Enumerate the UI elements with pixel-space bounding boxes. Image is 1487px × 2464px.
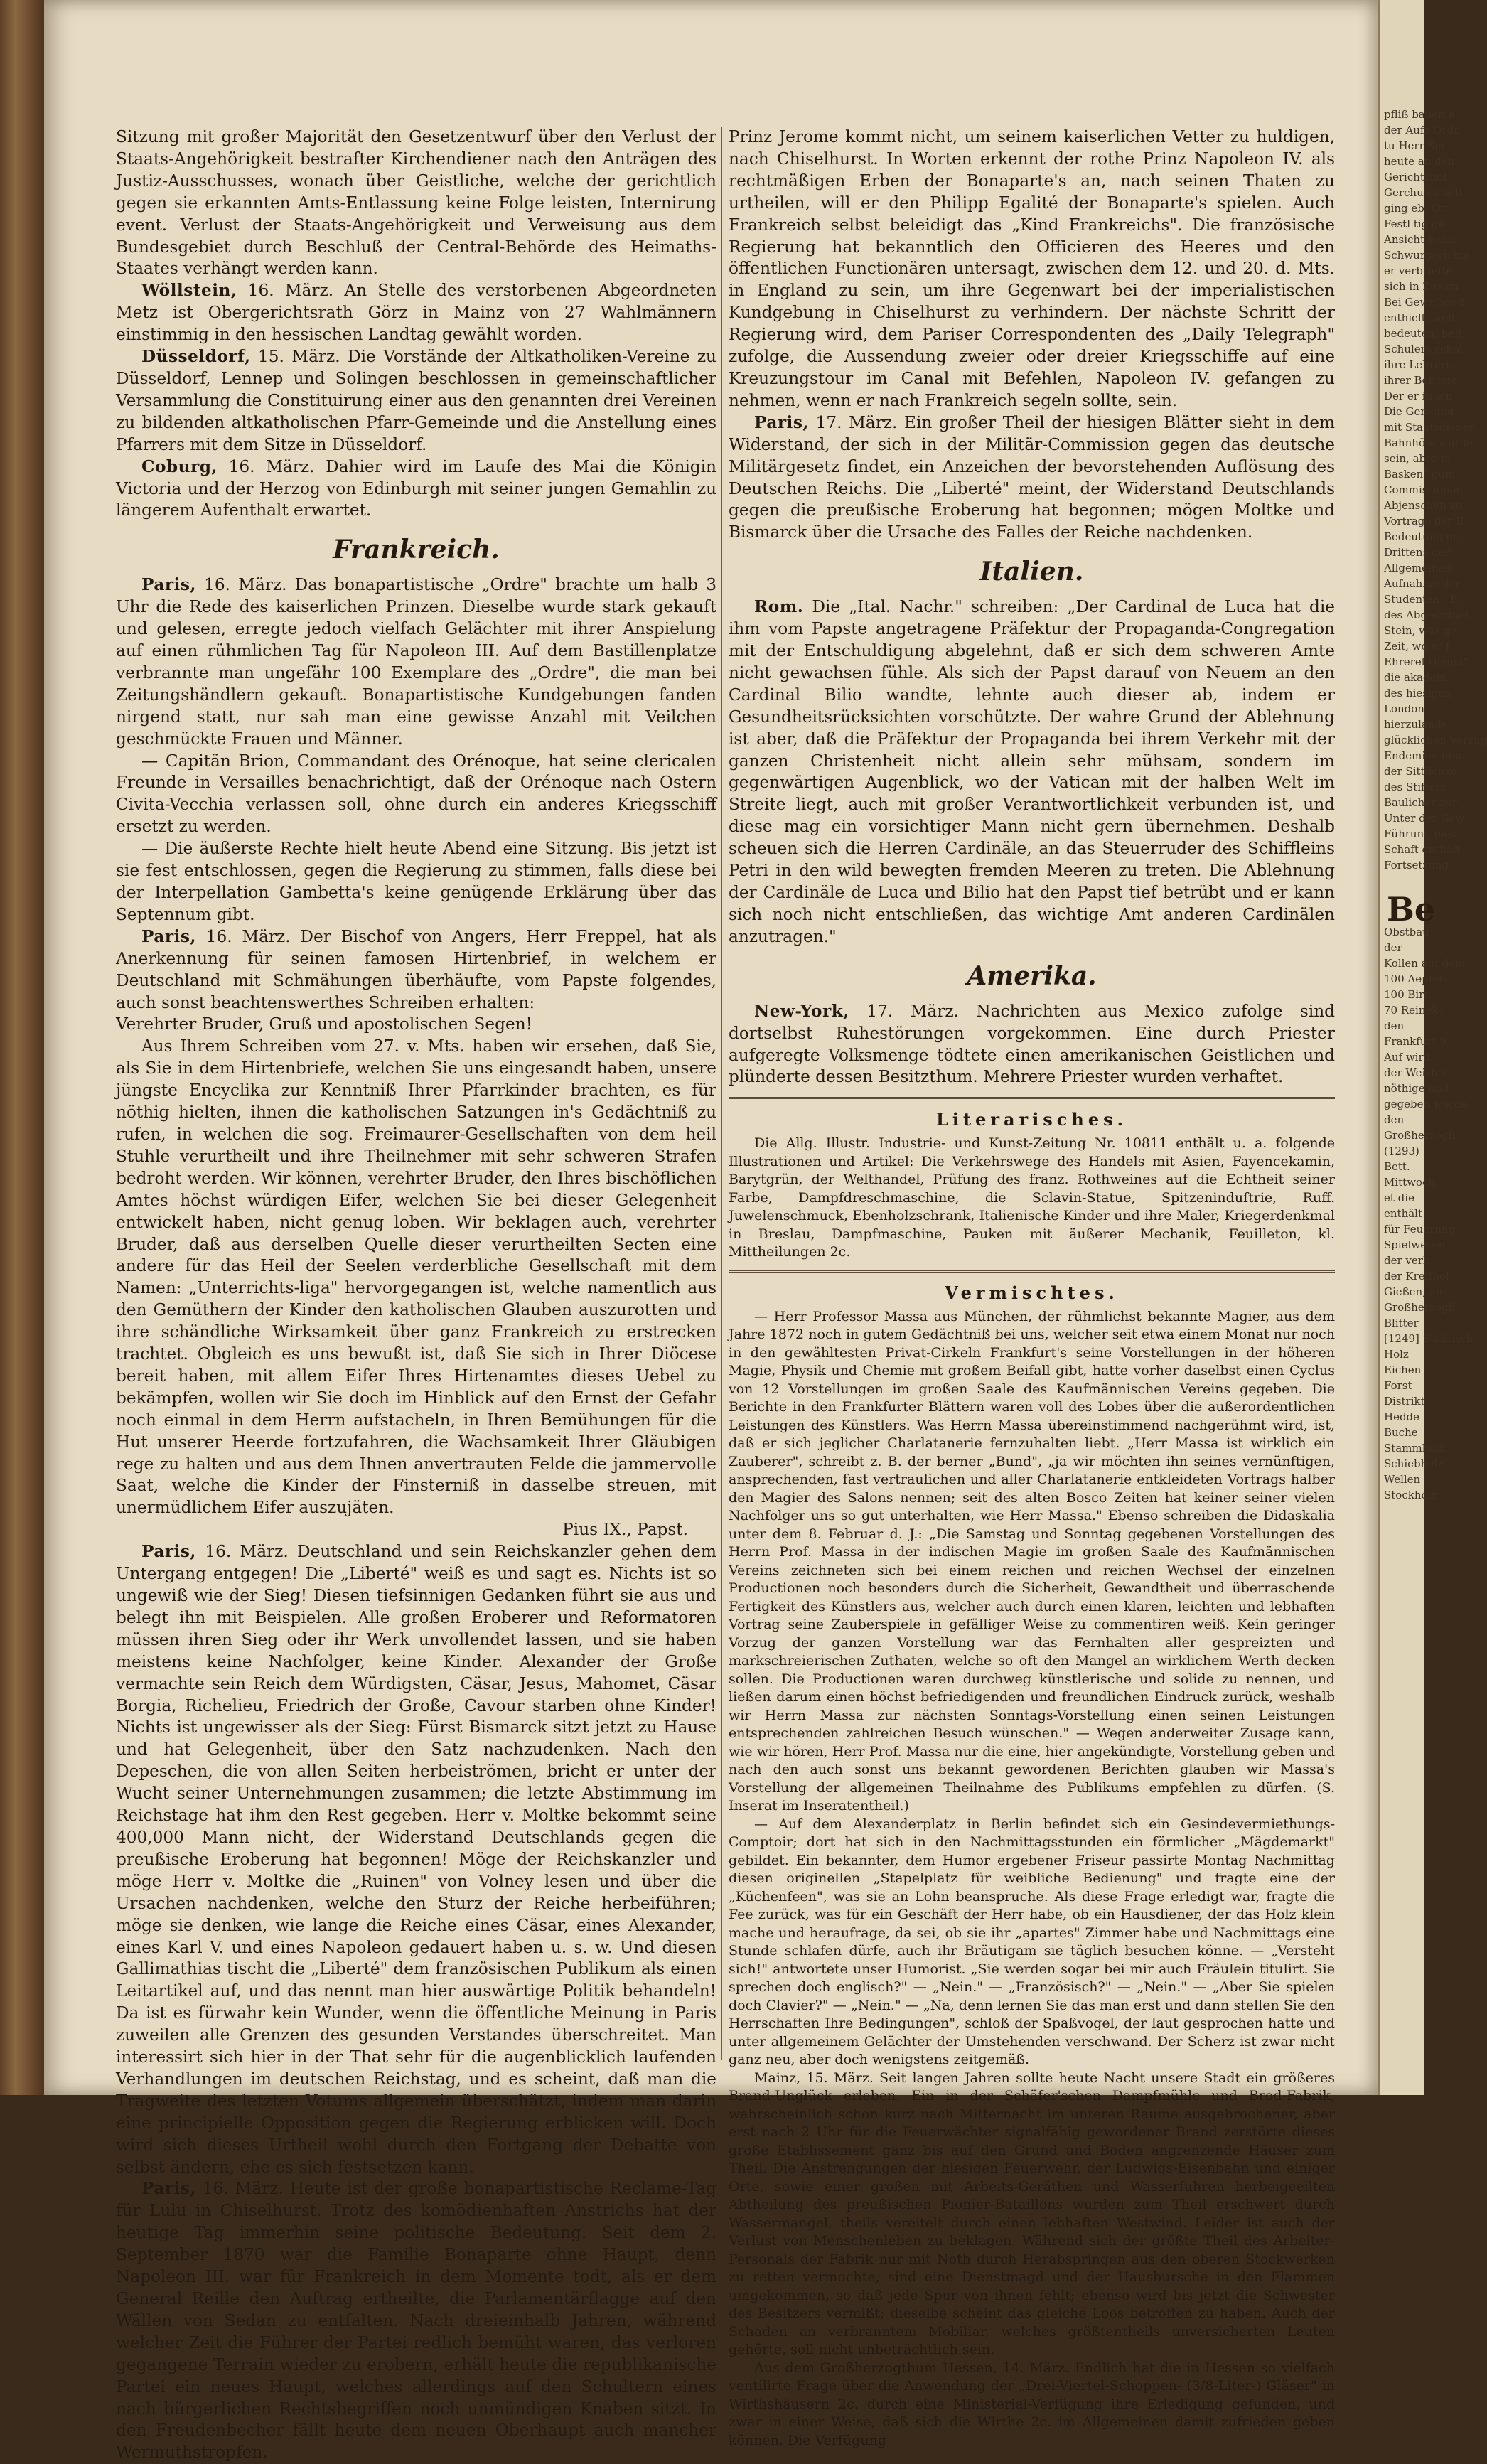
edge-line: (1293) [1384,1145,1419,1157]
edge-line: Großherzogli [1384,1301,1456,1314]
edge-line: der Weisheit [1384,1066,1452,1079]
edge-line: Holz [1384,1348,1409,1361]
papal-greeting: Verehrter Bruder, Gruß und apostolischen Segen! [116,1014,532,1034]
news-text: Die „Ital. Nachr." schreiben: „Der Cardinal de Luca hat die ihm vom Papste angetragene Präfektur der Propaganda-Congregation mit der Entschuldigung abgelehnt, daß er sich dem schweren Amte nicht gewachsen fühle. Als sich der Papst darauf von Neuem an den Cardinal Bilio wandte, lehnte auch dieser ab, indem er Gesundheitsrücksichten vorschützte. Der wahre Grund der Ablehnung ist aber, daß die Präfektur der Propaganda bei ihrem Verkehr mit der ganzen Christenheit nicht allein sehr mühsam, sondern im gegenwärtigen Augenblick, wo der Vatican mit der halben Welt im Streite liegt, auch mit großer Verantwortlichkeit verbunden ist, und diese mag ein vorsichtiger Mann nicht gern übernehmen. Deshalb scheuen sich die Herren Cardinäle, an das Steuerruder des Schiffleins Petri in den wild bewegten fremden Meeren zu treten. Die Ablehnung der Cardinäle de Luca und Bilio hat den Papst tief betrübt und er kann sich noch nicht entschließen, das wichtige Amt anderen Cardinälen anzutragen." [729,597,1335,946]
misc-item-massa: — Herr Professor Massa aus München, der rühmlichst bekannte Magier, aus dem Jahre 1872 noch in gutem Gedächtniß bei uns, welcher seit etwa einem Monat nur noch in den gewähltesten Privat-Cirkeln Frankfurt's seine Vorstellungen in der höheren Magie, Physik und Chemie mit großem Beifall gibt, hatte vorher daselbst einen Cyclus von 12 Vorstellungen im großen Saale des Kaufmännischen Vereins gegeben. Die Berichte in den Frankfurter Blättern waren voll des Lobes über die außerordentlichen Leistungen des Künstlers. Was Herrn Massa übereinstimmend nachgerühmt wird, ist, daß er sich jeglicher Charlatanerie fernzuhalten liebt. „Herr Massa ist wirklich ein Zauberer", schreibt z. B. der berner „Bund", „ja wir möchten ihn seines vernünftigen, ansprechenden, fast vertraulichen und aller Charlatanerie entkleideten Vortrags halber den Magier des Salons nennen; seit des alten Bosco Zeiten hat keiner seiner vielen Nachfolger uns so gut unterhalten, wie Herr Massa." Ebenso schreiben die Didaskalia unter dem 8. Februar d. J.: „Die Samstag und Sonntag gegebenen Vorstellungen des Herrn Prof. Massa in der indischen Magie im großen Saale des Kaufmännischen Vereins zeichneten sich bei einem reichen und reichen Wechsel der einzelnen Productionen noch besonders durch die Sicherheit, Gewandtheit und überraschende Fertigkeit des Künstlers aus, welcher auch durch einen klaren, leichten und lebhaften Vortrag seine Zauberspiele in gefälliger Weise zu commentiren weiß. Kein geringer Vorzug der ganzen Vorstellung war das Fernhalten aller gespreizten und markschreierischen Zuthaten, welche so oft den Mangel an wirklichem Werth decken sollen. Die Productionen waren durchweg künstlerische und solide zu nennen, und ließen darum einen höchst befriedigenden und freundlichen Eindruck zurück, weshalb wir Herrn Massa zur nächsten Sonntags-Vorstellung einen seinen Leistungen entsprechenden zahlreichen Besuch wünschen." — Wegen anderweiter Zusage kann, wie wir hören, Herr Prof. Massa nur die eine, hier angekündigte, Vorstellung geben und nach den auch sonst uns bekannt gewordenen Berichten glauben wir Massa's Vorstellung der allgemeinen Theilnahme des Publikums empfehlen zu dürfen. (S. Inserat im Inseratentheil.) [729,1308,1335,1814]
edge-line: Vortrage der B [1384,515,1464,527]
section-heading-frankreich: Frankreich. [333,535,500,565]
news-text: 16. März. Heute ist der große bonapartistische Reclame-Tag für Lulu in Chiselhurst. Trotz des komödienhaften Anstrichs hat der heutige Tag immerhin seine politische Bedeutung. Seit dem 2. September 1870 war die Familie Bonaparte ohne Haupt, denn Napoleon III. war für Frankreich in dem Momente todt, als er dem General Reille den Auftrag ertheilte, die Parlamentärflagge auf den Wällen von Sedan zu entfalten. Nach dreieinhalb Jahren, während welcher Zeit die Führer der Partei redlich bemüht waren, das verloren gegangene Terrain wieder zu erobern, erhält heute die republikanische Partei ein neues Haupt, welches allerdings auf den Schultern eines nach bürgerlichen Rechtsbegriffen noch unmündigen Knaben sitzt. In den Freudenbecher fällt heute dem neuen Oberhaupt auch mancher Wermuthstropfen. [116,2179,717,2463]
edge-line: Basken" gum [1384,468,1456,481]
news-text: 16. März. Dahier wird im Laufe des Mai die Königin Victoria und der Herzog von Edinburgh mit seiner jungen Gemahlin zu längerem Aufenthalt erwartet. [116,456,716,520]
edge-line: Schulers schol [1384,343,1463,355]
edge-line: enthielt, welt [1384,311,1456,324]
misc-item-hessen: Aus dem Großherzogthum Hessen, 14. März. Endlich hat die in Hessen so vielfach ventilirte Frage über die Anwendung der „Drei-Viertel-Schoppen- (3/8-Liter-) Gläser" in Wirthshäusern 2c. durch eine Ministerial-Verfügung ihre Erledigung gefunden, und zwar in einer Weise, daß sich die Wirthe 2c. im Allgemeinen damit zufrieden geben können. Die Verfügung [729,2359,1335,2448]
edge-line: ihrer Befriete [1384,374,1458,387]
papal-letter: Aus Ihrem Schreiben vom 27. v. Mts. haben wir ersehen, daß Sie, als Sie in dem Hirtenbriefe, welchen Sie uns eingesandt haben, unsere jüngste Encyclika zur Kenntniß Ihrer Pfarrkinder brachten, es für nöthig hielten, ihnen die katholischen Satzungen in's Gedächtniß zu rufen, in welchen die sog. Freimaurer-Gesellschaften von dem heil Stuhle verurtheilt und ihre Theilnehmer mit sehr schweren Strafen bedroht werden. Wir können, verehrter Bruder, den Ihres bischöflichen Amtes höchst würdigen Eifer, welchen Sie bei dieser Gelegenheit entwickelt haben, nicht genug loben. Wir beklagen auch, verehrter Bruder, daß aus derselben Quelle dieser verurtheilten Secten eine andere für das Heil der Seelen verderbliche Gesellschaft mit dem Namen: „Unterrichts-liga" hervorgegangen ist, welche namentlich aus den Gemüthern der Kinder den katholischen Glauben auszurotten und ihre schändliche Wirksamkeit über ganz Frankreich zu erstrecken trachtet. Obgleich es uns bewußt ist, daß Sie sich in Ihrer Diöcese bereit haben, mit allem Eifer Ihres Hirtenamtes dieses Uebel zu bekämpfen, wollen wir Sie doch im Hinblick auf den Ernst der Gefahr noch einmal in dem Herrn aufstacheln, in Ihren Bemühungen für die Hut unserer Heerde fortzufahren, die Wachsamkeit Ihrer Gläubigen rege zu halten und aus dem Ihnen anvertrauten Felde die jammervolle Saat, welche die Kinder der Finsterniß in dasselbe streuen, mit unermüdlichem Eifer auszujäten. [116,1037,716,1518]
section-heading-literarisches: Literarisches. [935,1109,1127,1130]
edge-line: et die [1384,1191,1414,1204]
edge-line: Der er in ein [1384,390,1453,402]
edge-line: der Sittlichke [1384,765,1458,778]
edge-line: Bett. [1384,1160,1410,1173]
dateline-place: Rom. [754,597,804,617]
edge-line: Blitter [1384,1317,1419,1329]
dateline-place: Coburg, [141,456,218,476]
edge-line: Buche [1384,1426,1418,1439]
edge-line: Kollen auf dem [1384,957,1466,970]
section-heading-italien: Italien. [979,557,1084,587]
edge-line: Bedeutung ge [1384,530,1460,543]
news-item-paris-chiselhurst [116,2178,716,2464]
news-text: 16. März. Der Bischof von Angers, Herr Freppel, hat als Anerkennung für seinen famosen Hirtenbrief, in welchem er Deutschland mit Schmähungen überhäufte, vom Papste folgendes, auch sonst beachtenswerthes Schreiben erhalten: [116,926,716,1012]
edge-line: 100 Birn- [1384,988,1435,1001]
edge-line: Fortsetzung [1384,859,1449,872]
news-item-duesseldorf [116,346,716,456]
edge-line: Unter der Gew [1384,812,1465,825]
dateline-place: Paris, [141,575,196,595]
edge-line: tu Herr Sec [1384,139,1448,152]
edge-line: hierzulande [1384,718,1448,731]
book-binding [0,0,44,2095]
edge-line: sich in Zusam [1384,280,1459,293]
news-text: 16. März. Das bonapartistische „Ordre" brachte um halb 3 Uhr die Rede des kaiserlichen Prinzen. Dieselbe wurde stark gekauft und gelesen, erregte jedoch vielfach Gelächter mit ihrer Anspielung auf einen rühmlichen Tag für Napoleon III. Auf dem Bastillenplatze verbrannte man ungefähr 100 Exemplare des „Ordre", die man bei Zeitungshändlern gekauft. Bonapartistische Kundgebungen fanden nirgend statt, nur sah man eine gewisse Anzahl mit Veilchen geschmückte Frauen und Männer. [116,575,716,749]
edge-line: des Stifters [1384,781,1446,793]
edge-line: Mittwoch [1384,1176,1436,1189]
section-heading-vermischtes: Vermischtes. [945,1282,1119,1303]
literary-note: Die Allg. Illustr. Industrie- und Kunst-Zeitung Nr. 10811 enthält u. a. folgende Illustrationen und Artikel: Die Verkehrswege des Handels mit Asien, Fayencekamin, Barytgrün, der Welthandel, Prüfung des franz. Rothweines auf die Echtheit seiner Farbe, Dampfdreschmaschine, die Sclavin-Statue, Spitzeninduſtrie, Ruff. Juwelenschmuck, Ebenholzschrank, Italienische Kinder und ihre Maler, Kriegerdenkmal in Breslau, Dampfmaschine, Pauken mit äußerer Mechanik, Feuilleton, kl. Mittheilungen 2c. [729,1135,1335,1260]
edge-line: Stammholz [1384,1442,1445,1455]
news-item-paris-brion: — Capitän Brion, Commandant des Orénoque, hat seine clericalen Freunde in Versailles benachrichtigt, daß der Orénoque nach Ostern Civita-Vecchia verlassen soll, ohne durch ein anderes Kriegsschiff ersetzt zu werden. [116,751,716,837]
edge-line: Zeit, wo er f [1384,640,1450,653]
edge-line: Gerchu dieselt [1384,186,1464,199]
dateline-place: Paris, [141,2179,196,2199]
edge-line: der verb [1384,1254,1430,1267]
news-item-paris [116,574,716,750]
edge-line: Forst [1384,1379,1412,1392]
edge-heading: Be [1387,890,1436,928]
edge-line: Hedde [1384,1410,1420,1423]
edge-line: gegeben werde [1384,1098,1468,1110]
news-item-paris-liberte [116,1541,716,2178]
edge-line: der [1384,941,1402,954]
edge-line: der Aufz Ordn [1384,124,1461,136]
edge-line: Spielwesen [1384,1238,1446,1251]
edge-line: [1249] Stadtrich [1384,1332,1473,1345]
edge-line: enthält [1384,1207,1422,1220]
edge-line: er verbriefte [1384,264,1453,277]
edge-line: Endemien eine [1384,749,1465,762]
dateline-place: Paris, [754,412,809,432]
edge-line: Allgemeinen [1384,562,1452,574]
edge-line: Festl tig ge [1384,218,1445,230]
misc-item-mainz-fire: Mainz, 15. März. Seit langen Jahren sollte heute Nacht unsere Stadt ein größeres Brand-Unglück erleben. Ein in der Schäfer'schen Dampfmühle und Brod-Fabrik, wahrscheinlich schon kurz nach Mitternacht im unteren Raume ausgebrochener, aber erst nach 2 Uhr für die Feuerwächter signalfähig gewordener Brand zerstörte dieses große Etablissement ganz bis auf den Grund und Boden angrenzende Häuser zum Theil. Die Anstrengungen der hiesigen Feuerwehr, der Ludwigs-Eisenbahn und einiger Orte, sowie einer großen mit Arbeits-Geräthen und Wasserfuhren herbeigeeilten Abtheilung des preußischen Pionier-Bataillons wurden zum Theil erschwert durch Wassermangel, theils vereitelt durch einen lebhaften Westwind. Leider ist auch der Verlust von Menschenleben zu beklagen. Während sich der größte Theil des Arbeiter-Personals der Fabrik nur mit Noth durch Herabspringen aus den oberen Stockwerken zu retten vermochte, sind eine Dienstmagd und der Hausbursche in den Flammen umgekommen, so daß jede Spur von ihnen fehlt; ebenso wird bis jetzt die Schwester des Besitzers vermißt; dieselbe scheint das gleiche Loos betroffen zu haben. Auch der Schaden an verbranntem Mobiliar, welches größtentheils unversicherten Leuten gehörte, soll nicht unbeträchtlich sein. [729,2069,1335,2358]
edge-line: die akadem [1384,671,1446,684]
news-item-paris-17 [729,412,1335,544]
edge-line: Großherzogli [1384,1129,1456,1142]
edge-line: Bei Gewirhond [1384,296,1465,309]
edge-line: Stein, was ge [1384,624,1456,637]
edge-line: Frankfurt 9 [1384,1035,1446,1048]
edge-line: Aufnahme der [1384,577,1461,590]
edge-line: Ansicht bedie [1384,233,1458,246]
section-heading-amerika: Amerika. [967,960,1097,991]
dateline-place: Paris, [141,926,196,946]
adjacent-page-text [1380,0,1487,1503]
edge-line: des Abgeordnet [1384,609,1470,621]
news-item-newyork [729,1001,1335,1089]
news-text: 16. März. Deutschland und sein Reichskanzler gehen dem Untergang entgegen! Die „Liberté" weiß es und sagt es. Nichts ist so ungewiß wie der Sieg! Diesen tiefsinnigen Gedanken führt sie aus und belegt ihn mit Beispielen. Alle großen Eroberer und Reformatoren müssen ihren Sieg oder ihr Werk unvollendet lassen, und sie haben meistens keine Nachfolger, keine Kinder. Alexander der Große vermachte sein Reich dem Würdigsten, Cäsar, Jesus, Mahomet, Cäsar Borgia, Richelieu, Friedrich der Große, Cavour starben ohne Kinder! Nichts ist ungewisser als der Sieg: Fürst Bismarck sitzt jetzt zu Hause und hat Gelegenheit, über den Satz nachzudenken. Nach den Depeschen, die von allen Seiten herbeiströmen, bricht er unter der Wucht seiner Unternehmungen zusammen; die letzte Abstimmung im Reichstage hat ihm den Rest gegeben. Herr v. Moltke bekommt seine 400,000 Mann nicht, der Widerstand Deutschlands gegen die preußische Eroberung hat begonnen! Möge der Reichskanzler und möge Herr v. Moltke die „Ruinen" von Volney lesen und über die Ursachen nachdenken, welche den Sturz der Reiche herbeiführen; möge sie denken, wie lange die Reiche eines Cäsar, eines Alexander, eines Karl V. und eines Napoleon gedauert haben u. s. w. Und diesen Gallimathias tischt die „Liberté" dem französischen Publikum als einen Leitartikel auf, und das nennt man hier auswärtige Politik behandeln! Da ist es fürwahr kein Wunder, wenn die öffentliche Meinung in Paris zuweilen alle Grenzen des gesunden Verstandes überschreitet. Man interessirt sich hier in der That sehr für die augenblicklich laufenden Verhandlungen im deutschen Reichstag, und es scheint, daß man die Tragweite des letzten Votums allgemein überschätzt, indem man darin eine principielle Opposition gegen die Regierung erblicken will. Doch wird sich dieses Urtheil wohl durch den Fortgang der Debatte von selbst ändern, ehe es sich festsetzen kann. [116,1542,716,2177]
edge-line: des hiesigen [1384,687,1451,700]
edge-line: nöthige und [1384,1082,1449,1095]
edge-line: Obstbau [1384,926,1429,938]
section-rule [729,1097,1335,1099]
edge-line: Gießen, am [1384,1285,1446,1298]
edge-line: den [1384,1019,1405,1032]
edge-line: der Kreffhol [1384,1270,1449,1282]
edge-line: Schwurgerichte [1384,249,1471,262]
news-item-coburg [116,456,716,523]
news-text: 17. März. Nachrichten aus Mexico zufolge sind dortselbst Ruhestörungen vorgekommen. Eine durch Priester aufgeregte Volksmenge tödtete einen amerikanischen Geistlichen und plünderte dessen Besitzthum. Mehrere Priester wurden verhaftet. [729,1001,1336,1087]
edge-line: für Feuerung [1384,1223,1456,1236]
edge-line: glücklichen Verzug [1384,734,1487,746]
edge-line: sein, aber in [1384,452,1451,465]
dateline-place: New-York, [754,1001,849,1021]
edge-line: ging eb. Ott [1384,202,1449,215]
right-column [729,127,1336,2448]
edge-line: Schiebholz [1384,1457,1444,1470]
edge-line: Gerichtshof [1384,171,1447,183]
edge-line: mit Staatsdiener [1384,421,1474,434]
news-text: 16. März. An Stelle des verstorbenen Abgeordneten Metz ist Obergerichtsrath Görz in Mainz von 27 Wahlmännern einstimmig in den hessischen Landtag gewählt worden. [116,281,716,345]
edge-line: Drittens der [1384,546,1450,559]
edge-line: pfliß bauen a [1384,108,1455,121]
edge-line: Bahnhöfe wurde [1384,436,1473,449]
edge-line: Die Gemeind [1384,405,1454,418]
news-item-paris-angers [116,926,716,1014]
section-rule [729,1270,1335,1273]
edge-line: Ehrerel Dienst" [1384,655,1469,668]
dateline-place: Wöllstein, [141,281,237,301]
edge-line: Abjenschen zu [1384,499,1463,512]
edge-line: Eichen [1384,1364,1422,1376]
misc-item-maegdemarkt: — Auf dem Alexanderplatz in Berlin befindet sich ein Gesindevermiethungs-Comptoir; dort hat sich in den Nachmittagsstunden ein förmlicher „Mägdemarkt" gebildet. Ein bekannter, dem Humor ergebener Friseur passirte Montag Nachmittag diesen originellen „Stapelplatz für weibliche Bedienung" und fragte eine der „Küchenfeen", was sie an Lohn beanspruche. Als diese Frage erledigt war, fragte die Fee zurück, was für ein Geschäft der Herr habe, ob ein Hausdiener, der das Holz klein mache und heraufrage, da sei, ob sie ihr „apartes" Zimmer habe und Nachmittags eine Stunde schlafen dürfe, auch ihr Bräutigam sie täglich besuchen könne. — „Versteht sich!" antwortete unser Humorist. „Sie werden sogar bei mir auch Fräulein titulirt. Sie sprechen doch englisch?" — „Nein." — „Französisch?" — „Nein." — „Aber Sie spielen doch Clavier?" — „Nein." — „Na, denn lernen Sie das man erst und dann stellen Sie den Herrschaften Ihre Bedingungen", schloß der Spaßvogel, der laut gesprochen hatte und unter allgemeinem Gelächter der Umstehenden verschwand. Der Scherz ist zwar nicht ganz neu, aber doch wenigstens zeitgemäß. [729,1816,1335,2068]
news-text: 17. März. Ein großer Theil der hiesigen Blätter sieht in dem Widerstand, der sich in der Militär-Commission gegen das deutsche Militärgesetz findet, ein Anzeichen der bevorstehenden Auflösung des Deutschen Reichs. Die „Liberté" meint, der Widerstand Deutschlands gegen die preußische Eroberung hat begonnen; mögen Moltke und Bismarck über die Ursache des Falles der Reiche nachdenken. [729,412,1335,542]
adjacent-page-edge [1378,0,1487,2095]
edge-line: Führung dies [1384,827,1456,840]
edge-line: Wellen [1384,1473,1421,1486]
article-continuation: Prinz Jerome kommt nicht, um seinem kaiserlichen Vetter zu huldigen, nach Chiselhurst. In Worten erkennt der rothe Prinz Napoleon IV. als rechtmäßigen Erben der Bonaparte's an, nach seinen Thaten zu urtheilen, will er den Philipp Egalité der Bonaparte's spielen. Auch Frankreich selbst beleidigt das „Kind Frankreichs". Die französische Regierung hat bekanntlich den Officieren des Heeres und den öffentlichen Functionären untersagt, zwischen dem 12. und 20. d. Mts. in England zu sein, um ihre Gegenwart bei der imperialistischen Kundgebung in Chiselhurst zu verhindern. Der nächste Schritt der Regierung wird, dem Pariser Correspondenten des „Daily Telegraph" zufolge, die Aussendung zweier oder dreier Kriegsschiffe auf eine Kreuzungstour im Canal mit Befehlen, Napoleon IV. gefangen zu nehmen, wenn er nach Frankreich segeln sollte, sein. [729,127,1335,410]
edge-line: Distrikt [1384,1395,1425,1408]
left-column [116,127,717,2463]
edge-line: bedeuten, belt [1384,327,1463,340]
edge-line: Stockholz [1384,1489,1437,1501]
edge-line: ihre Lehrerin [1384,358,1456,371]
news-item-woellstein [116,280,716,346]
edge-line: Baulicher zur [1384,796,1457,809]
column-divider [721,127,722,2060]
dateline-place: Paris, [141,1542,196,1562]
news-item-rom [729,596,1335,948]
dateline-place: Düsseldorf, [141,347,251,367]
edge-line: Auf wird [1384,1051,1431,1064]
news-text: 15. März. Die Vorstände der Altkatholiken-Vereine zu Düsseldorf, Lennep und Solingen beschlossen in gemeinschaftlicher Versammlung die Constituirung einer aus den genannten drei Vereinen zu bildenden altkatholischen Pfarr-Gemeinde und die Anstellung eines Pfarrers mit dem Sitze in Düsseldorf. [116,347,716,454]
edge-line: Schaft enthält [1384,843,1461,856]
edge-line: Commissionen [1384,483,1464,496]
edge-line: 70 Reinek- [1384,1004,1442,1017]
edge-line: 100 Aepfel- [1384,973,1446,985]
papal-signature: Pius IX., Papst. [562,1520,688,1540]
news-item-paris-rechte: — Die äußerste Rechte hielt heute Abend eine Sitzung. Bis jetzt ist sie fest entschlossen, gegen die Regierung zu stimmen, falls diese bei der Interpellation Gambetta's keine genügende Erklärung über das Septennum gibt. [116,839,716,924]
edge-line: den [1384,1113,1405,1126]
edge-line: heute an den [1384,155,1455,168]
edge-line: Studenten - E [1384,593,1459,606]
edge-line: London [1384,702,1424,715]
article-continuation: Sitzung mit großer Majorität den Gesetzentwurf über den Verlust der Staats-Angehörigkeit bestrafter Kirchendiener nach den Anträgen des Justiz-Ausschusses, wonach über Geistliche, welche der gerichtlich gegen sie erkannten Amts-Entlassung keine Folge leisten, Internirung event. Verlust der Staats-Angehörigkeit und Verweisung aus dem Bundesgebiet durch Beschluß der Central-Behörde des Heimaths-Staates verhängt werden kann. [116,127,716,279]
